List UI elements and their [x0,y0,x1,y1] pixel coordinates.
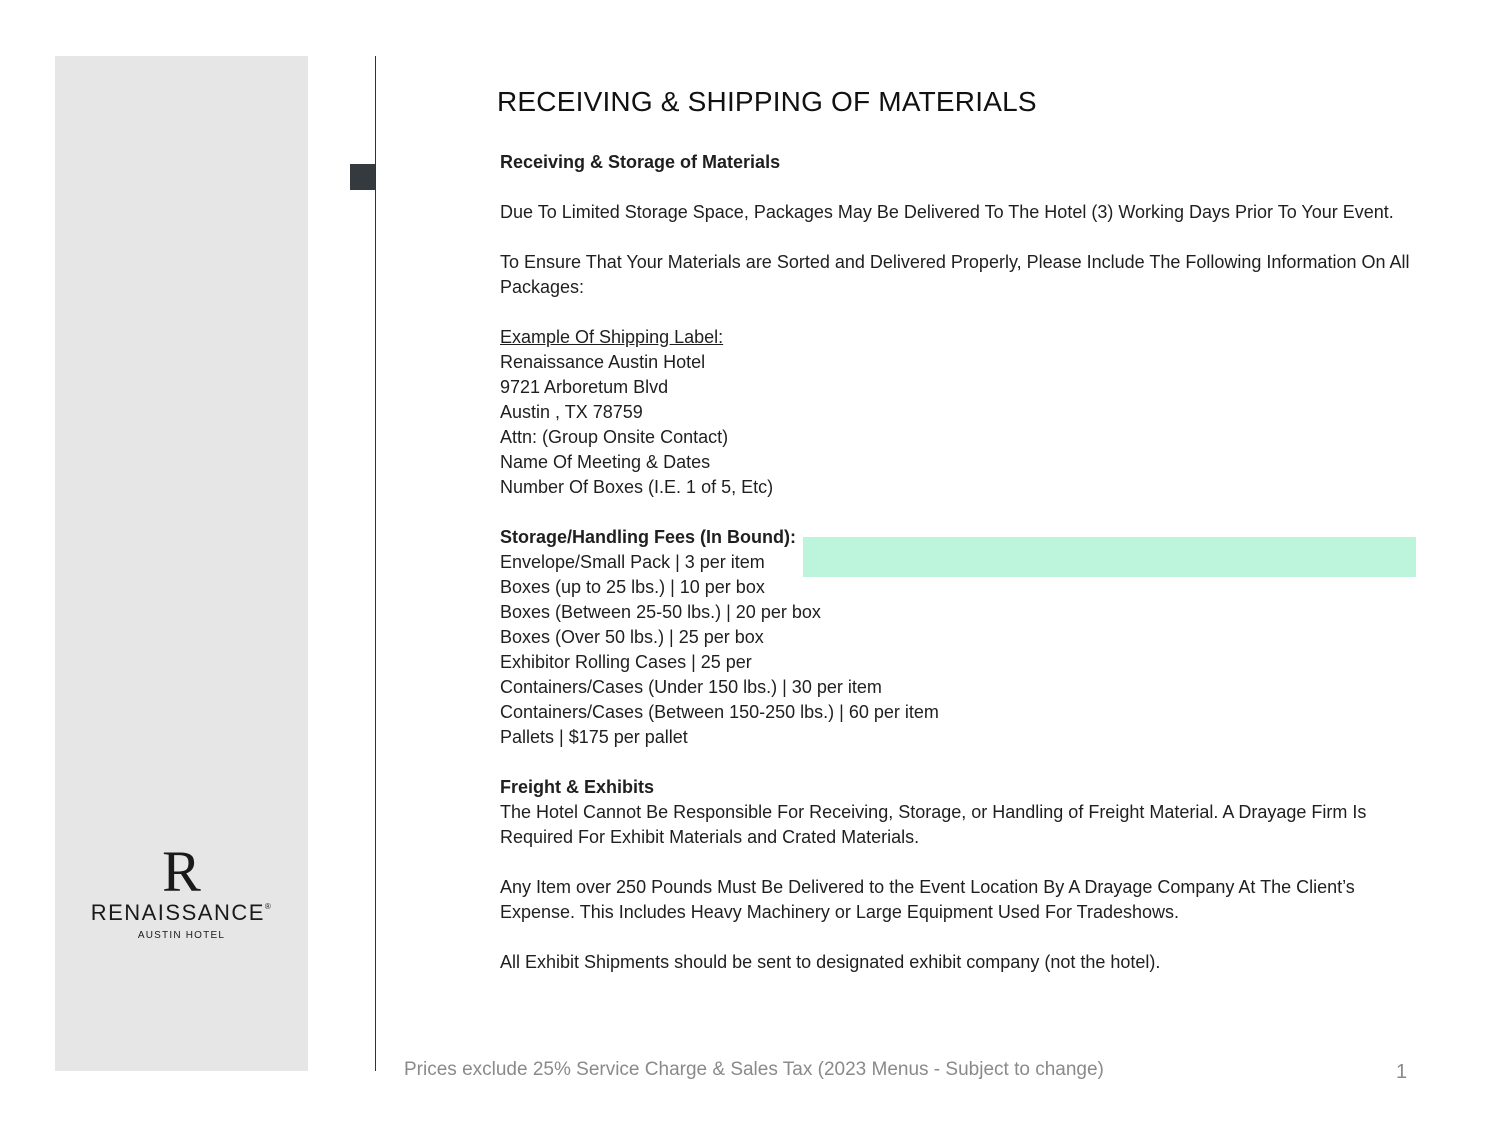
registered-mark: ® [264,902,273,911]
freight-heading: Freight & Exhibits [500,777,655,797]
label-line: Renaissance Austin Hotel [500,352,706,372]
fee-item: Boxes (up to 25 lbs.) | 10 per box [500,577,765,597]
page-content [500,150,1416,975]
logo-subtitle: AUSTIN HOTEL [137,930,226,941]
logo-mark: R [162,839,201,904]
package-info-paragraph: To Ensure That Your Materials are Sorted and Delivered Properly, Please Include The Following Information On All Packages: [500,252,1410,297]
exhibit-shipments-paragraph: All Exhibit Shipments should be sent to designated exhibit company (not the hotel). [500,952,1161,972]
storage-space-paragraph: Due To Limited Storage Space, Packages May Be Delivered To The Hotel (3) Working Days Prior To Your Event. [500,202,1394,222]
page-number: 1 [1396,1061,1408,1083]
vertical-divider [375,56,376,1071]
fee-item: Boxes (Between 25-50 lbs.) | 20 per box [500,602,821,622]
shipping-label-heading: Example Of Shipping Label: [500,327,724,347]
footer-note: Prices exclude 25% Service Charge & Sales Tax (2023 Menus - Subject to change) [404,1059,1104,1080]
page-title: RECEIVING & SHIPPING OF MATERIALS [497,86,1037,117]
fee-item: Envelope/Small Pack | 3 per item [500,552,765,572]
renaissance-logo [55,839,308,941]
logo-name-text: RENAISSANCE [90,900,265,925]
section-tab-marker [350,164,375,190]
label-line: Name Of Meeting & Dates [500,452,711,472]
fee-item: Boxes (Over 50 lbs.) | 25 per box [500,627,764,647]
label-line: 9721 Arboretum Blvd [500,377,669,397]
sidebar-panel [55,56,308,1071]
receiving-heading: Receiving & Storage of Materials [500,152,781,172]
fee-item: Containers/Cases (Under 150 lbs.) | 30 per item [500,677,882,697]
fees-heading: Storage/Handling Fees (In Bound): [500,527,796,547]
label-line: Austin , TX 78759 [500,402,643,422]
fee-item: Containers/Cases (Between 150-250 lbs.) | 60 per item [500,702,939,722]
fee-item: Exhibitor Rolling Cases | 25 per [500,652,752,672]
label-line: Number Of Boxes (I.E. 1 of 5, Etc) [500,477,774,497]
fee-item: Pallets | $175 per pallet [500,727,688,747]
logo-name [55,900,308,926]
freight-paragraph: The Hotel Cannot Be Responsible For Receiving, Storage, or Handling of Freight Material. A Drayage Firm Is Required For Exhibit Materials and Crated Materials. [500,802,1367,847]
drayage-paragraph: Any Item over 250 Pounds Must Be Delivered to the Event Location By A Drayage Company At The Client’s Expense. This Includes Heavy Machinery or Large Equipment Used For Tradeshows. [500,877,1355,922]
label-line: Attn: (Group Onsite Contact) [500,427,729,447]
